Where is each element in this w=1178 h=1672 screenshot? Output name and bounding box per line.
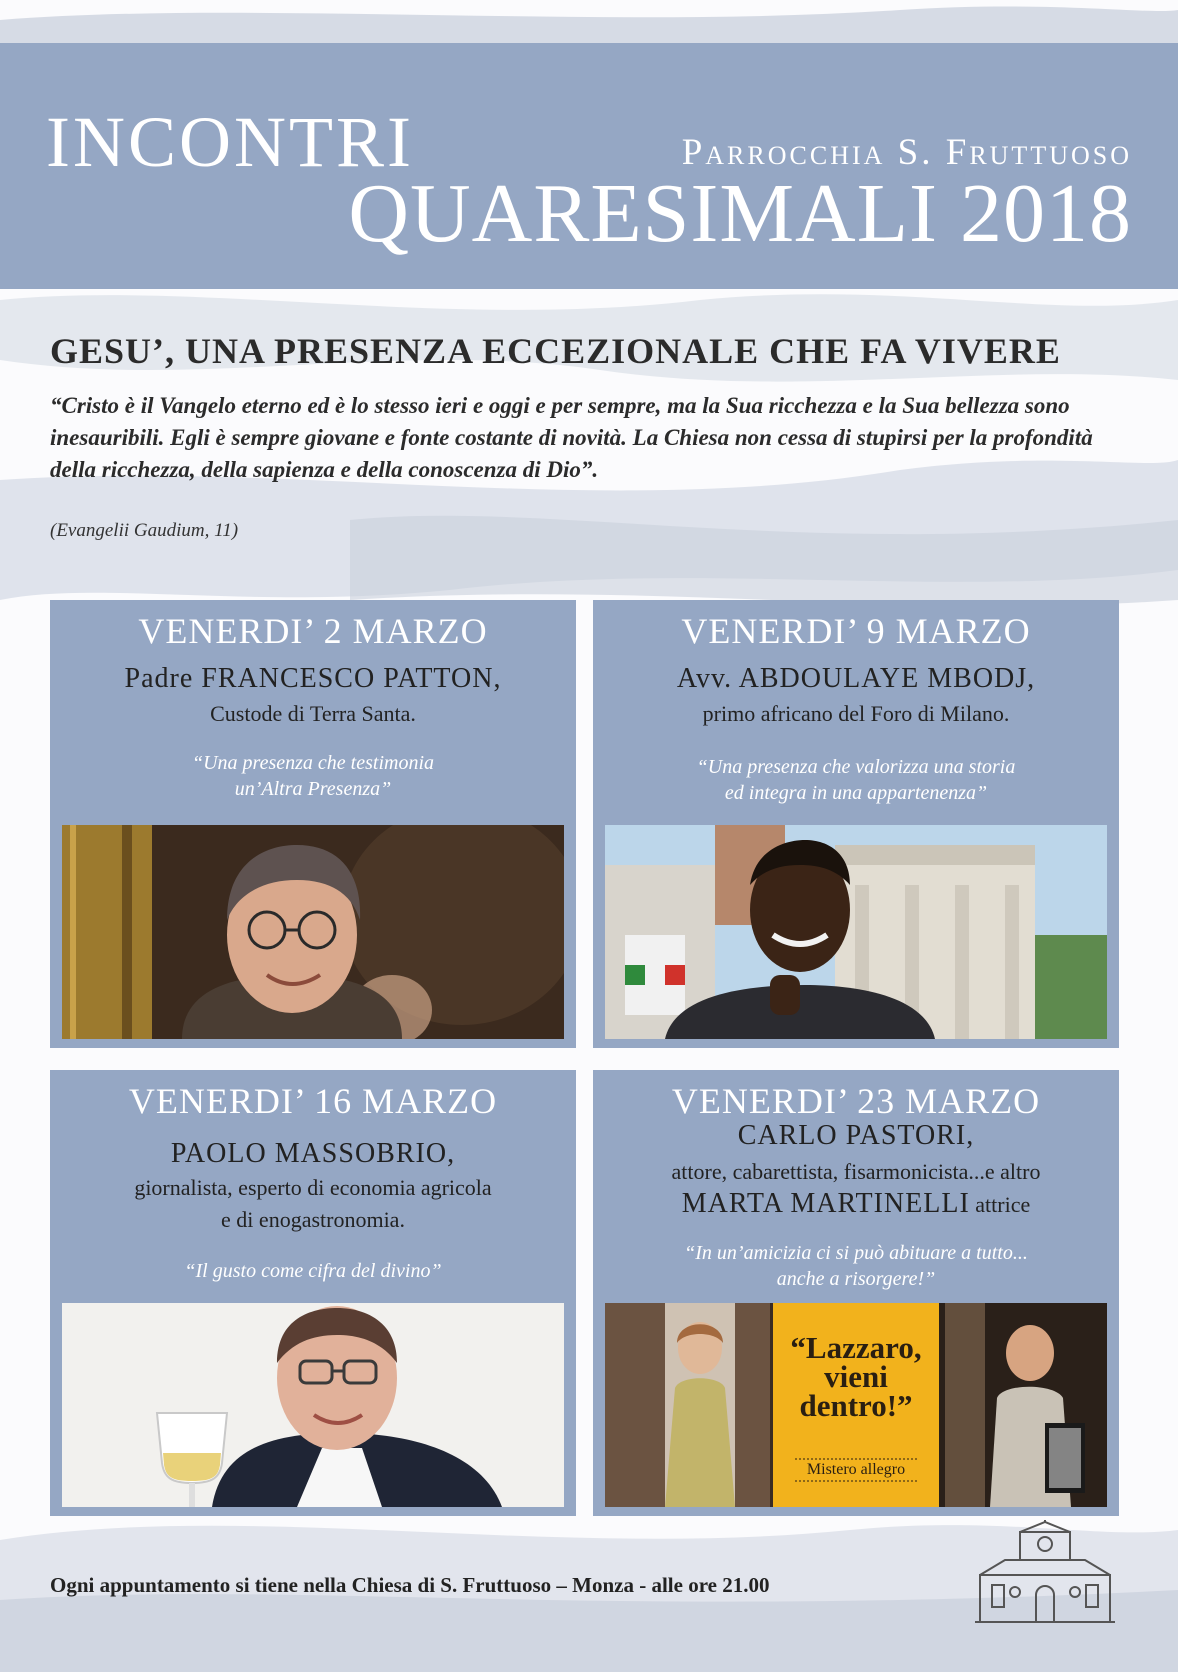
footer-note: Ogni appuntamento si tiene nella Chiesa di S. Fruttuoso – Monza - alle ore 21.00 [50, 1573, 770, 1597]
event-card-4 [593, 1070, 1119, 1516]
event-quote-line1: “Una presenza che valorizza una storia [696, 756, 1016, 778]
speaker-name: Padre FRANCESCO PATTON, [124, 663, 502, 694]
speaker-name: Avv. ABDOULAYE MBODJ, [676, 663, 1036, 694]
event-quote-line2: un’Altra Presenza” [234, 778, 392, 800]
speaker-photo [62, 825, 564, 1039]
title-incontri: INCONTRI [46, 102, 414, 182]
event-quote-line2: anche a risorgere!” [776, 1268, 936, 1290]
poster-subtitle: Mistero allegro [806, 1461, 906, 1478]
speaker-role: attore, cabarettista, fisarmonicista...e altro [671, 1159, 1041, 1184]
event-date: VENERDI’ 16 MARZO [128, 1081, 498, 1121]
poster-title-line3: dentro!” [799, 1388, 913, 1423]
speaker-role-2: attrice [975, 1192, 1031, 1217]
church-icon [970, 1520, 1120, 1625]
poster-title-line1: “Lazzaro, [790, 1330, 922, 1365]
speaker-role-line1: giornalista, esperto di economia agricola [134, 1175, 492, 1200]
speaker-name-2: MARTA MARTINELLI [681, 1188, 970, 1219]
event-date: VENERDI’ 9 MARZO [681, 611, 1031, 651]
theme-quote: “Cristo è il Vangelo eterno ed è lo stesso ieri e oggi e per sempre, ma la Sua ricchezza e la Sua bellezza sono inesauribili. Egli è sempre giovane e fonte costante di novità. La Chiesa non cessa di stupirsi per la profondità della ricchezza, della sapienza e della conoscenza di Dio”. [50, 393, 1093, 482]
speaker-name-2-line [593, 1188, 1119, 1221]
event-quote-line2: ed integra in una appartenenza” [724, 782, 988, 804]
speaker-role-line2: e di enogastronomia. [221, 1207, 405, 1232]
event-card-1 [50, 600, 576, 1048]
event-quote-line1: “In un’amicizia ci si può abituare a tutto... [684, 1242, 1028, 1264]
event-quote-line1: “Una presenza che testimonia [191, 752, 434, 774]
speaker-photo [605, 825, 1107, 1039]
poster-title-line2: vieni [824, 1359, 888, 1394]
theme-title: GESU’, UNA PRESENZA ECCEZIONALE CHE FA VIVERE [50, 331, 1061, 371]
parish-name: Parrocchia S. Fruttuoso [681, 132, 1132, 173]
speaker-role: primo africano del Foro di Milano. [702, 701, 1010, 726]
title-quaresimali: QUARESIMALI 2018 [348, 167, 1132, 260]
event-date: VENERDI’ 23 MARZO [671, 1081, 1041, 1121]
event-date: VENERDI’ 2 MARZO [138, 611, 488, 651]
event-quote-line1: “Il gusto come cifra del divino” [184, 1260, 442, 1282]
speaker-photo [62, 1303, 564, 1507]
speaker-name: CARLO PASTORI, [737, 1120, 975, 1151]
show-poster [605, 1303, 1107, 1507]
poster-title [773, 1330, 939, 1423]
speaker-role: Custode di Terra Santa. [210, 701, 416, 726]
speaker-name: PAOLO MASSOBRIO, [170, 1138, 456, 1169]
event-card-2 [593, 600, 1119, 1048]
quote-source: (Evangelii Gaudium, 11) [50, 520, 239, 541]
event-card-3 [50, 1070, 576, 1516]
